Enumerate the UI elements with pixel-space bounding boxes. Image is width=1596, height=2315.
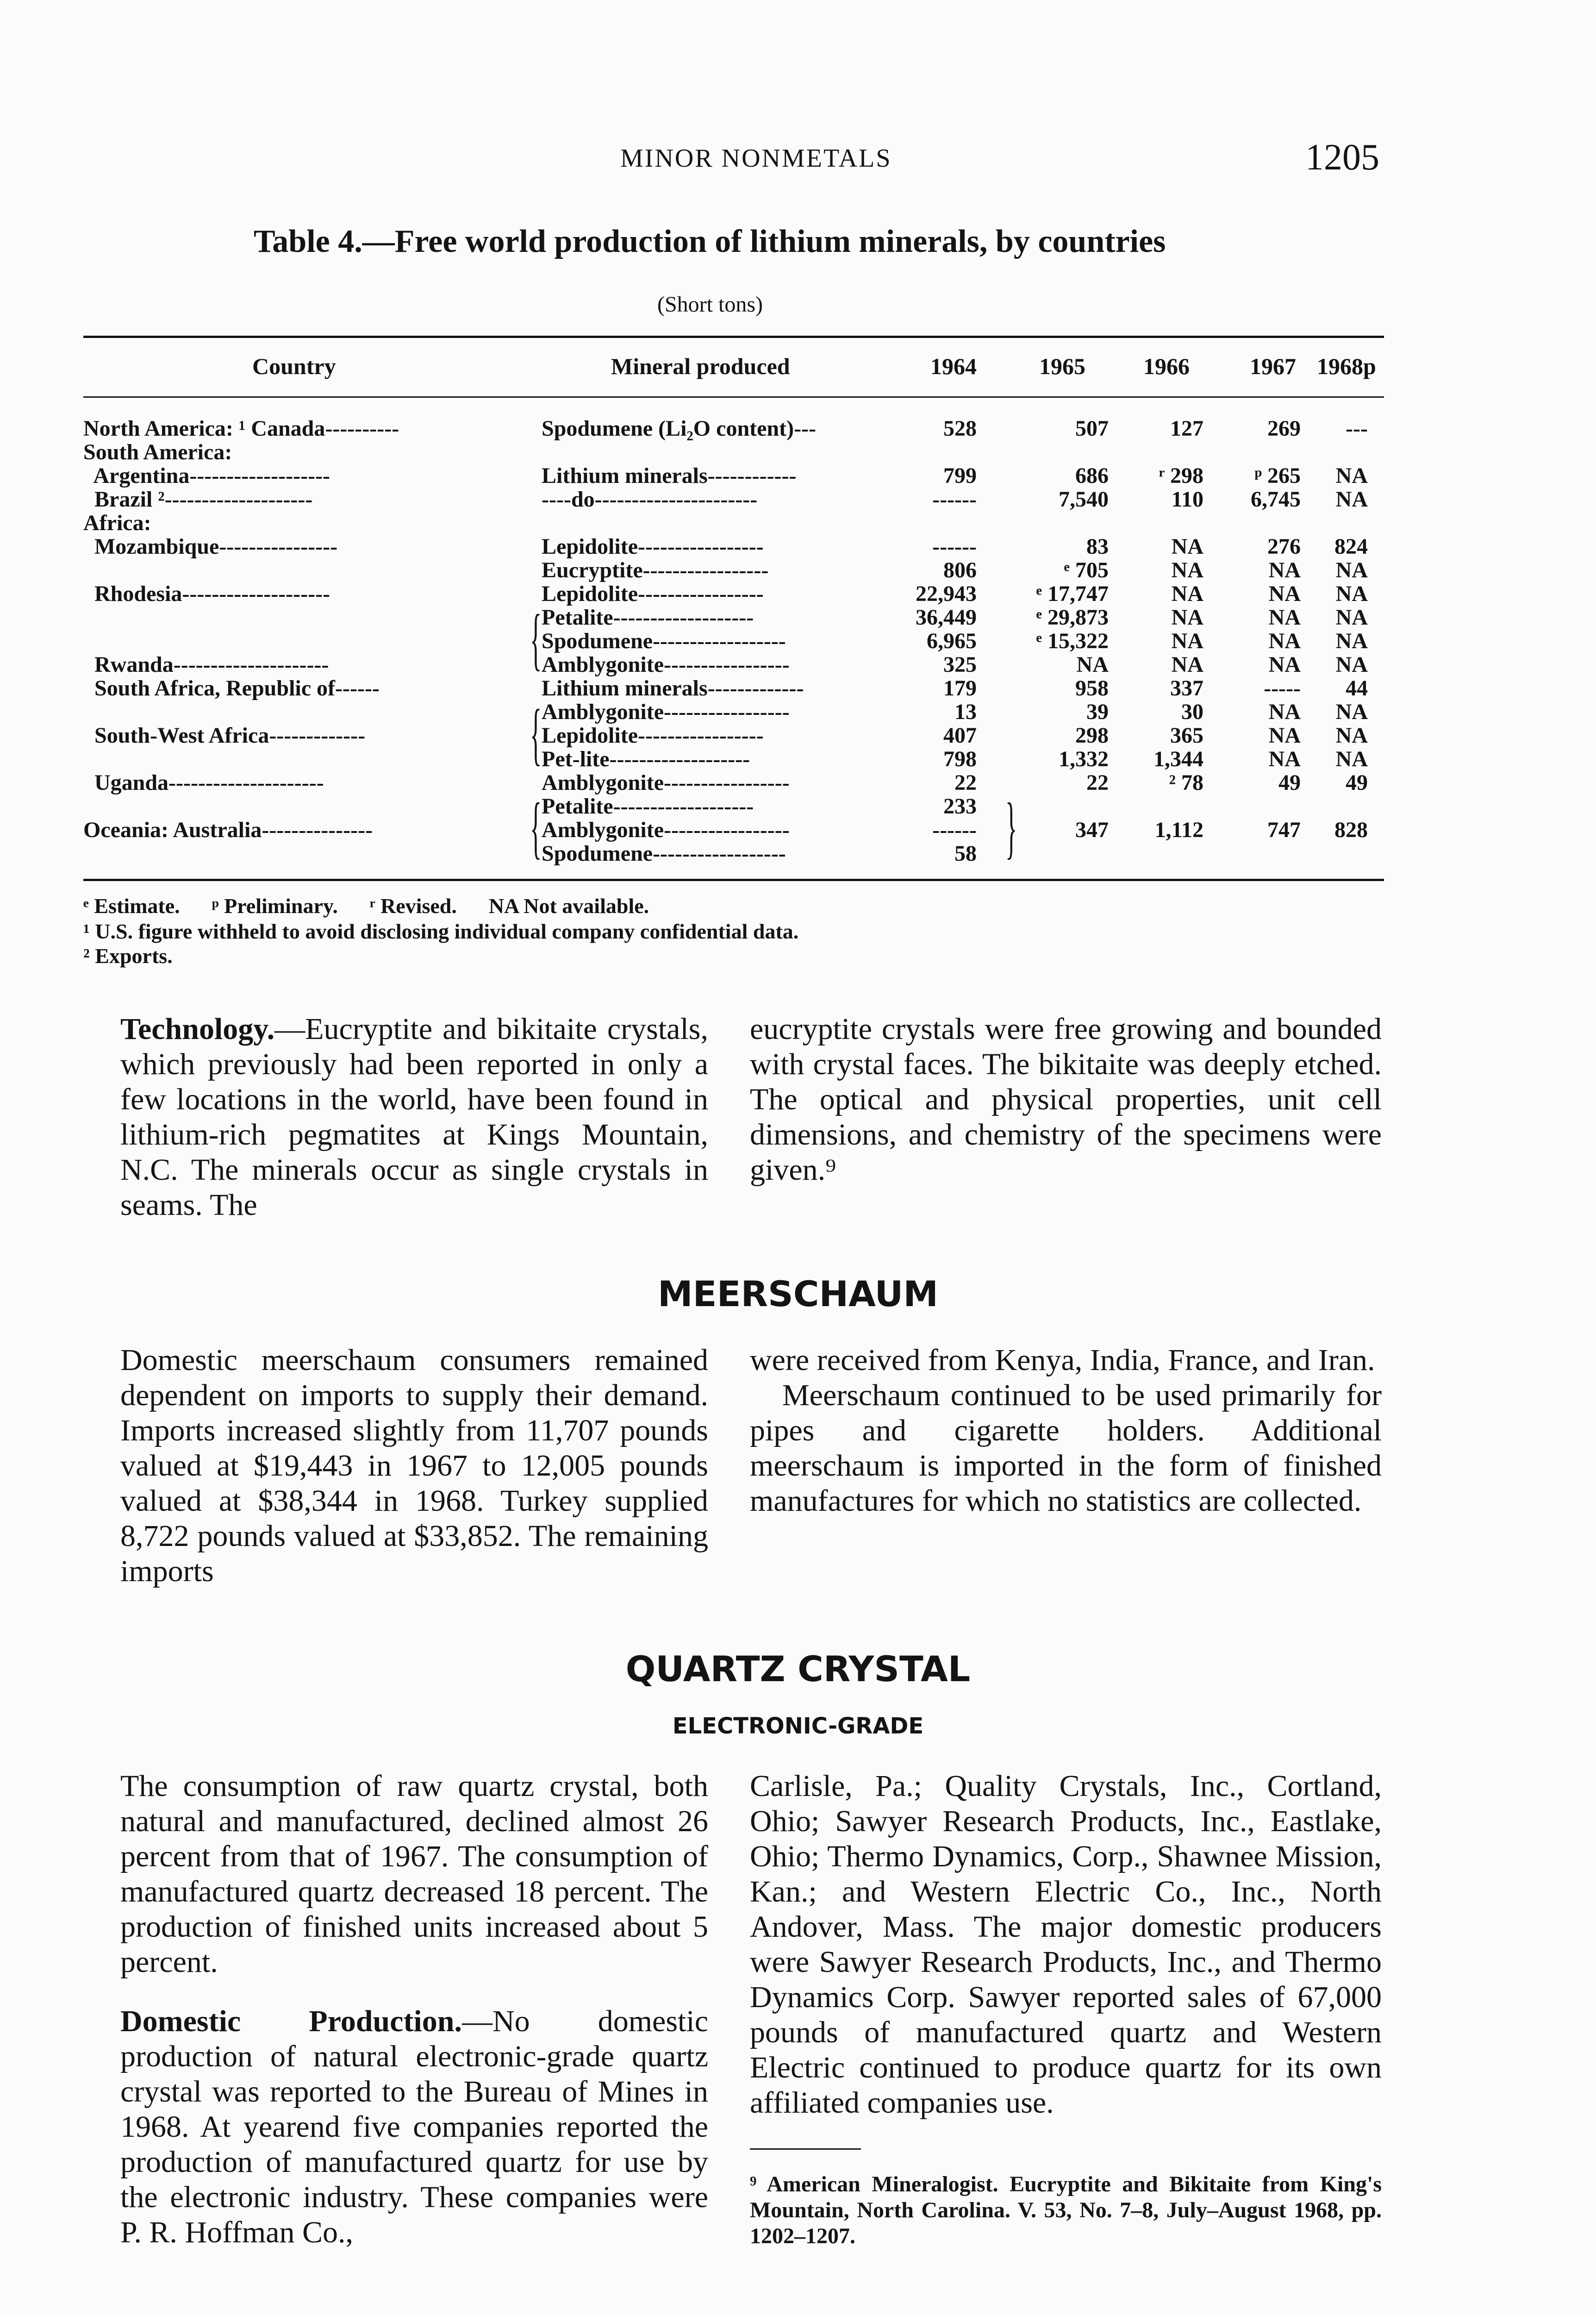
table-cell-value: 49: [1278, 770, 1301, 795]
table-cell-mineral: Lithium minerals------------: [542, 463, 797, 488]
table-cell-value: 7,540: [1059, 487, 1109, 512]
table-cell-country: South-West Africa-------------: [83, 723, 366, 748]
table-cell-mineral: Lepidolite-----------------: [542, 582, 764, 606]
running-head: MINOR NONMETALS: [620, 144, 892, 173]
meerschaum-right-1: were received from Kenya, India, France, and Iran.: [750, 1343, 1375, 1377]
table-cell-value: NA: [1335, 723, 1368, 748]
table-cell-country: Africa:: [83, 511, 151, 535]
quartz-right-text: Carlisle, Pa.; Quality Crystals, Inc., Cortland, Ohio; Sawyer Research Products, Inc., Eastlake, Ohio; Thermo Dynamics, Corp., Shawnee Mission, Kan.; and Western Electric Co., Inc., North Andover, Mass. The major domestic producers were Sawyer Research Products, Inc., and Thermo Dynamics Corp. Sawyer reported sales of 67,000 pounds of manufactured quartz and Western Electric continued to produce quartz for its own affiliated companies use.: [750, 1769, 1382, 2120]
col-head-country: Country: [252, 353, 336, 379]
table-cell-mineral: Petalite-------------------: [542, 794, 754, 819]
table-cell-value: 798: [943, 747, 977, 771]
table-cell-value: NA: [1171, 582, 1203, 606]
table-cell-value: 13: [954, 700, 977, 724]
table-cell-value: NA: [1335, 582, 1368, 606]
table-cell-value: NA: [1268, 700, 1301, 724]
table-cell-mineral: Lithium minerals-------------: [542, 676, 804, 701]
brace-australia-right: {: [1005, 789, 1017, 866]
col-head-1966: 1966: [1143, 353, 1190, 379]
table-cell-value: NA: [1335, 605, 1368, 630]
table-cell-value: ᵉ 29,873: [1036, 605, 1109, 630]
table-cell-value: 528: [943, 416, 977, 441]
table-cell-country: Argentina-------------------: [83, 463, 330, 488]
table-cell-value: 179: [943, 676, 977, 701]
table-head-rule: [83, 396, 1384, 398]
meerschaum-right: [750, 1343, 1382, 1519]
table-cell-mineral: Pet-lite-------------------: [542, 747, 750, 771]
technology-lead: Technology.: [120, 1012, 275, 1046]
quartz-heading: QUARTZ CRYSTAL: [625, 1648, 971, 1689]
table-cell-value: ------: [932, 534, 977, 559]
table-cell-value: 22: [954, 770, 977, 795]
table-cell-value: 1,112: [1154, 818, 1203, 842]
table-cell-value: 828: [1334, 818, 1368, 842]
meerschaum-left-text: Domestic meerschaum consumers remained dependent on imports to supply their demand. Imports increased slightly from 11,707 pounds valued at $19,443 in 1967 to 12,005 pounds valued at $38,344 in 1968. Turkey supplied 8,722 pounds valued at $33,852. The remaining imports: [120, 1343, 708, 1588]
col-head-1965: 1965: [1039, 353, 1085, 379]
table-cell-value: 806: [943, 558, 977, 582]
brace-swa: {: [530, 695, 542, 772]
table-cell-country: South America:: [83, 440, 232, 464]
table-cell-country: Rwanda---------------------: [83, 652, 329, 677]
table-cell-value: 39: [1086, 700, 1109, 724]
page-number: 1205: [1305, 137, 1379, 178]
technology-right-text: eucryptite crystals were free growing and bounded with crystal faces. The bikitaite was deeply etched. The optical and physical properties, unit cell dimensions, and chemistry of the specimens were given.⁹: [750, 1012, 1382, 1187]
footnote-rule: [750, 2148, 861, 2150]
table-cell-value: 347: [1075, 818, 1109, 842]
table-cell-value: -----: [1264, 676, 1301, 701]
table-cell-value: ------: [932, 487, 977, 512]
table-cell-mineral: Amblygonite-----------------: [542, 770, 790, 795]
table-cell-mineral: Eucryptite-----------------: [542, 558, 769, 582]
quartz-right: [750, 1769, 1382, 2121]
table-cell-mineral: Spodumene (Li₂O content)---: [542, 416, 817, 441]
technology-left: [120, 1012, 708, 1223]
table-cell-value: 58: [954, 841, 977, 866]
table-cell-country: Brazil ²--------------------: [83, 487, 313, 512]
table-cell-country: Oceania: Australia---------------: [83, 818, 373, 842]
table-cell-mineral: Petalite-------------------: [542, 605, 754, 630]
table-cell-value: 365: [1170, 723, 1203, 748]
table-cell-value: NA: [1335, 629, 1368, 653]
table-cell-value: 337: [1170, 676, 1203, 701]
table-title: Table 4.—Free world production of lithium minerals, by countries: [254, 224, 1166, 259]
table-cell-value: 30: [1181, 700, 1203, 724]
table-cell-country: North America: ¹ Canada----------: [83, 416, 399, 441]
table-cell-value: NA: [1268, 747, 1301, 771]
table-cell-value: 49: [1346, 770, 1368, 795]
meerschaum-left: [120, 1343, 708, 1589]
quartz-left: [120, 1769, 708, 2250]
domestic-production-lead: Domestic Production.: [120, 2004, 462, 2038]
brace-rhodesia: {: [530, 601, 542, 677]
table-cell-value: 824: [1334, 534, 1368, 559]
table-cell-value: 44: [1346, 676, 1368, 701]
table-cell-value: NA: [1076, 652, 1109, 677]
table-top-rule: [83, 336, 1384, 338]
table-cell-value: NA: [1335, 652, 1368, 677]
table-cell-value: 799: [943, 463, 977, 488]
col-head-1964: 1964: [930, 353, 977, 379]
quartz-left-2: —No domestic production of natural electronic-grade quartz crystal was reported to the Bureau of Mines in 1968. At yearend five companies reported the production of manufactured quartz for use by the electronic industry. These companies were P. R. Hoffman Co.,: [120, 2004, 709, 2249]
table-cell-value: ² 78: [1169, 770, 1203, 795]
technology-right: [750, 1012, 1382, 1188]
table-cell-value: NA: [1268, 652, 1301, 677]
table-cell-value: 1,332: [1059, 747, 1109, 771]
table-cell-value: NA: [1171, 652, 1203, 677]
table-cell-country: Uganda---------------------: [83, 770, 324, 795]
table-cell-value: 269: [1267, 416, 1301, 441]
table-cell-value: 83: [1086, 534, 1109, 559]
col-head-1967: 1967: [1250, 353, 1296, 379]
table-cell-value: 298: [1075, 723, 1109, 748]
table-cell-value: 407: [943, 723, 977, 748]
table-cell-value: 507: [1075, 416, 1109, 441]
table-cell-value: NA: [1171, 534, 1203, 559]
table-note-2: ² Exports.: [83, 944, 173, 968]
table-cell-value: NA: [1268, 629, 1301, 653]
quartz-subheading: ELECTRONIC-GRADE: [672, 1713, 924, 1739]
brace-australia: {: [530, 789, 542, 866]
table-cell-mineral: ----do----------------------: [542, 487, 758, 512]
table-cell-mineral: Amblygonite-----------------: [542, 700, 790, 724]
table-cell-value: 22: [1086, 770, 1109, 795]
table-cell-value: 127: [1170, 416, 1203, 441]
quartz-left-1: The consumption of raw quartz crystal, both natural and manufactured, declined almost 26 percent from that of 1967. The consumption of manufactured quartz decreased 18 percent. The production of finished units increased about 5 percent.: [120, 1769, 708, 1979]
table-cell-value: ᵉ 705: [1064, 558, 1109, 582]
table-cell-mineral: Spodumene------------------: [542, 629, 786, 653]
table-cell-value: 36,449: [916, 605, 977, 630]
table-cell-value: 686: [1075, 463, 1109, 488]
table-cell-country: Mozambique----------------: [83, 534, 338, 559]
table-cell-mineral: Lepidolite-----------------: [542, 534, 764, 559]
table-cell-value: 747: [1267, 818, 1301, 842]
table-cell-value: NA: [1335, 487, 1368, 512]
table-cell-value: NA: [1268, 605, 1301, 630]
table-bottom-rule: [83, 879, 1384, 881]
table-cell-value: NA: [1171, 558, 1203, 582]
table-cell-value: ᵉ 15,322: [1036, 629, 1109, 653]
table-cell-value: NA: [1335, 700, 1368, 724]
table-cell-value: ------: [932, 818, 977, 842]
col-head-mineral: Mineral produced: [611, 353, 790, 379]
table-cell-value: 22,943: [916, 582, 977, 606]
table-cell-value: ---: [1346, 416, 1368, 441]
table-cell-country: Rhodesia--------------------: [83, 582, 330, 606]
table-cell-value: NA: [1335, 558, 1368, 582]
table-cell-value: NA: [1171, 605, 1203, 630]
footnote-9-text: ⁹ American Mineralogist. Eucryptite and Bikitaite from King's Mountain, North Carolina. V. 53, No. 7–8, July–August 1968, pp. 1202–1207.: [750, 2172, 1382, 2248]
table-cell-mineral: Lepidolite-----------------: [542, 723, 764, 748]
table-cell-value: NA: [1335, 747, 1368, 771]
table-cell-value: 276: [1267, 534, 1301, 559]
table-cell-value: NA: [1335, 463, 1368, 488]
table-cell-value: ᵉ 17,747: [1036, 582, 1109, 606]
technology-left-text: —Eucryptite and bikitaite crystals, which previously had been reported in only a few locations in the world, have been found in lithium-rich pegmatites at Kings Mountain, N.C. The minerals occur as single crystals in seams. The: [120, 1012, 708, 1222]
table-cell-value: NA: [1268, 723, 1301, 748]
table-note-1: ¹ U.S. figure withheld to avoid disclosing individual company confidential data.: [83, 920, 799, 943]
table-cell-value: 110: [1171, 487, 1203, 512]
table-cell-mineral: Amblygonite-----------------: [542, 652, 790, 677]
table-cell-value: NA: [1268, 558, 1301, 582]
table-legend: ᵉ Estimate. ᵖ Preliminary. ʳ Revised. NA Not available.: [83, 894, 649, 918]
footnote-9: [750, 2171, 1382, 2249]
table-cell-value: NA: [1171, 629, 1203, 653]
table-cell-value: 325: [943, 652, 977, 677]
table-cell-value: 6,965: [927, 629, 977, 653]
table-cell-value: 233: [943, 794, 977, 819]
meerschaum-heading: MEERSCHAUM: [658, 1273, 938, 1314]
table-cell-value: ʳ 298: [1159, 463, 1203, 488]
table-cell-value: 1,344: [1153, 747, 1203, 771]
table-units: (Short tons): [657, 292, 763, 317]
col-head-1968: 1968p: [1317, 353, 1376, 379]
table-cell-value: 6,745: [1251, 487, 1301, 512]
table-cell-value: NA: [1268, 582, 1301, 606]
table-cell-mineral: Amblygonite-----------------: [542, 818, 790, 842]
table-cell-value: 958: [1075, 676, 1109, 701]
table-cell-value: ᵖ 265: [1254, 463, 1301, 488]
meerschaum-right-2: Meerschaum continued to be used primarily for pipes and cigarette holders. Additional meerschaum is imported in the form of finished manufactures for which no statistics are collected.: [750, 1378, 1382, 1518]
table-cell-mineral: Spodumene------------------: [542, 841, 786, 866]
table-cell-country: South Africa, Republic of------: [83, 676, 380, 701]
